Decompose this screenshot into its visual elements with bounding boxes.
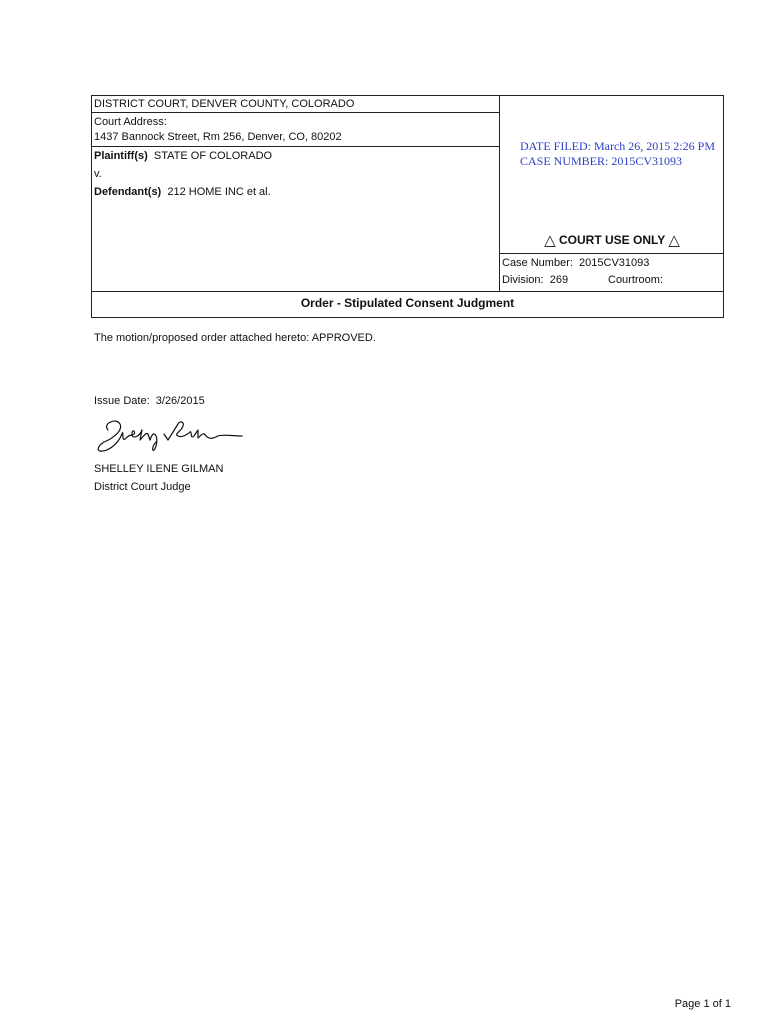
case-number-stamp: CASE NUMBER: 2015CV31093: [520, 154, 683, 168]
division-line: [502, 273, 568, 287]
caption-left-column: [92, 96, 500, 291]
versus: v.: [94, 168, 102, 180]
court-use-only: [500, 232, 724, 249]
court-address-block: [92, 112, 499, 147]
issue-date-label: Issue Date:: [94, 395, 150, 407]
judge-signature: [94, 414, 244, 460]
defendant-name: 212 HOME INC et al.: [167, 186, 271, 198]
court-address: 1437 Bannock Street, Rm 256, Denver, CO, 80202: [94, 131, 342, 143]
warning-triangle-icon: △: [668, 232, 680, 249]
court-use-only-label: COURT USE ONLY: [558, 233, 666, 247]
defendant-label: Defendant(s): [94, 186, 162, 198]
plaintiff-name: STATE OF COLORADO: [153, 150, 273, 162]
case-number-value: 2015CV31093: [579, 257, 650, 269]
division-label: Division:: [502, 274, 544, 286]
courtroom-label: Courtroom:: [608, 274, 664, 286]
order-text: The motion/proposed order attached hereto: APPROVED.: [94, 332, 376, 344]
case-number-label: Case Number:: [502, 257, 573, 269]
judge-name: SHELLEY ILENE GILMAN: [94, 463, 224, 475]
page-number: Page 1 of 1: [674, 998, 731, 1010]
defendant-line: [94, 185, 271, 199]
caption-right-column: [500, 96, 724, 291]
issue-date-line: [94, 394, 205, 408]
division-value: 269: [549, 274, 569, 286]
date-filed-stamp: DATE FILED: March 26, 2015 2:26 PM: [520, 139, 715, 153]
caption-box: [91, 95, 724, 318]
case-info-box: [500, 253, 724, 291]
court-name: DISTRICT COURT, DENVER COUNTY, COLORADO: [94, 98, 355, 110]
case-number-line: [502, 256, 649, 270]
warning-triangle-icon: △: [544, 232, 556, 249]
issue-date-value: 3/26/2015: [155, 395, 205, 407]
plaintiff-line: [94, 149, 272, 163]
order-title: Order - Stipulated Consent Judgment: [92, 291, 723, 317]
plaintiff-label: Plaintiff(s): [94, 150, 148, 162]
court-address-label: Court Address:: [94, 116, 167, 128]
judge-title: District Court Judge: [94, 481, 191, 493]
